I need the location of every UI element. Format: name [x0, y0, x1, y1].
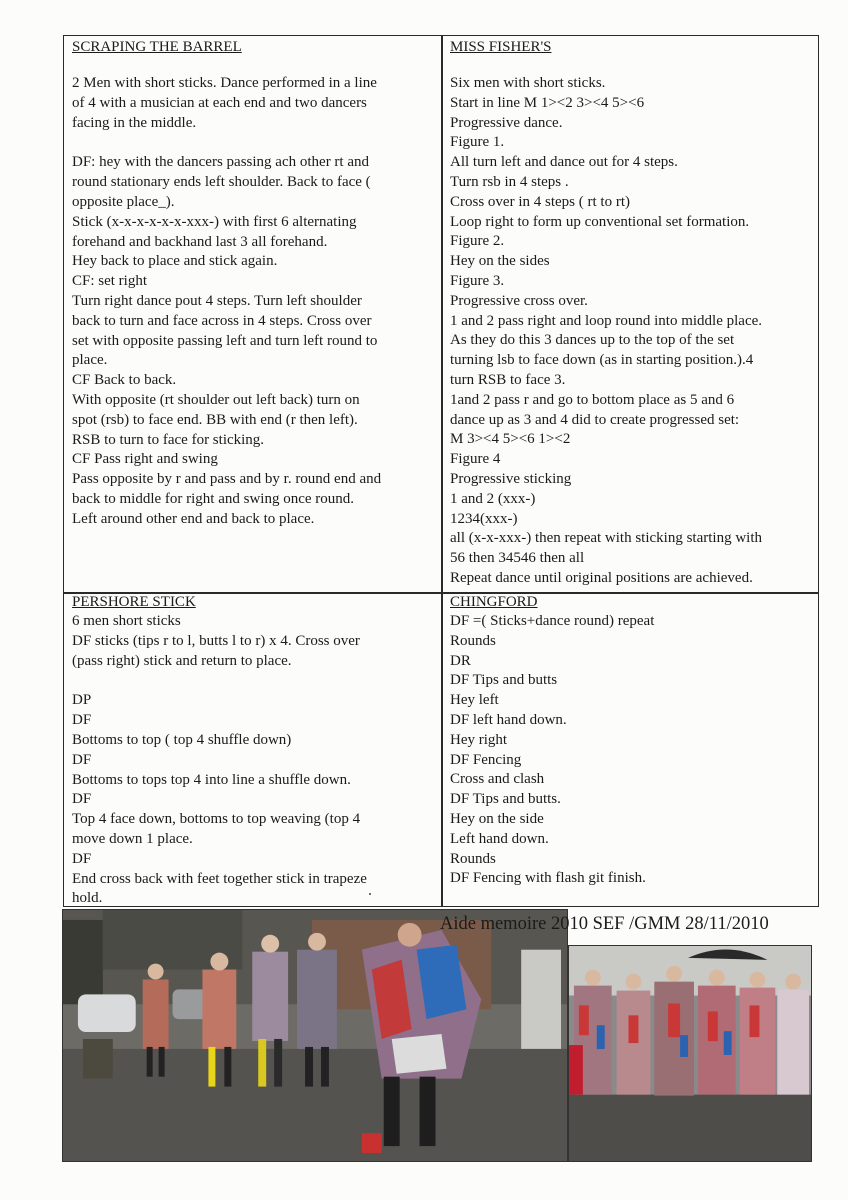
text-line: of 4 with a musician at each end and two dancers: [72, 94, 367, 111]
text-line: opposite place_).: [72, 193, 175, 210]
text-line: DF: hey with the dancers passing ach other rt and: [72, 154, 370, 171]
photo-dancers-group-image: [569, 946, 811, 1161]
text-line: Hey on the sides: [450, 253, 550, 270]
text-line: Stick (x-x-x-x-x-x-xxx-) with first 6 alternating: [72, 213, 357, 230]
text-line: Bottoms to top ( top 4 shuffle down): [72, 731, 292, 748]
text-line: DF: [72, 791, 92, 808]
text-line: Pass opposite by r and pass and by r. round end and: [72, 471, 382, 488]
text-line: Progressive dance.: [450, 114, 563, 131]
text-line: RSB to turn to face for sticking.: [72, 431, 265, 448]
text-line: Hey on the side: [450, 810, 544, 827]
text-line: back to turn and face across in 4 steps. Cross over: [72, 312, 372, 329]
text-line: Cross and clash: [450, 771, 545, 788]
text-line: 56 then 34546 then all: [450, 550, 585, 567]
text-line: DR: [450, 652, 471, 669]
text-line: set with opposite passing left and turn left round to: [72, 332, 378, 349]
text-line: 1and 2 pass r and go to bottom place as 5 and 6: [450, 391, 735, 408]
text-line: move down 1 place.: [72, 830, 193, 847]
text-line: turn RSB to face 3.: [450, 371, 566, 388]
text-line: Hey back to place and stick again.: [72, 253, 278, 270]
photo-dancers-yard: [62, 909, 568, 1162]
text-line: Six men with short sticks.: [450, 75, 606, 91]
text-line: Left around other end and back to place.: [72, 510, 315, 527]
text-line: 1 and 2 (xxx-): [450, 490, 536, 507]
text-line: DF Tips and butts: [450, 672, 558, 689]
text-line: hold.: [72, 890, 103, 906]
dance-notes-table: [63, 35, 819, 907]
text-line: DF: [72, 712, 92, 729]
text-line: back to middle for right and swing once round.: [72, 490, 355, 507]
photo-dancers-group: [568, 945, 812, 1162]
caption-aide-memoire: Aide memoire 2010 SEF /GMM 28/11/2010: [440, 914, 769, 934]
section-title-chingford: CHINGFORD: [450, 594, 538, 610]
text-line: forehand and backhand last 3 all forehand.: [72, 233, 328, 250]
cell-pershore-stick: [72, 592, 436, 906]
text-line: Rounds: [450, 632, 496, 649]
text-line: 1 and 2 pass right and loop round into middle place.: [450, 312, 763, 329]
text-line: DF: [72, 751, 92, 768]
text-line: M 3><4 5><6 1><2: [450, 431, 571, 448]
text-line: Cross over in 4 steps ( rt to rt): [450, 193, 630, 210]
text-line: Figure 2.: [450, 233, 505, 250]
text-line: DF Fencing with flash git finish.: [450, 870, 646, 887]
text-line: (pass right) stick and return to place.: [72, 652, 292, 669]
text-line: all (x-x-xxx-) then repeat with sticking starting with: [450, 530, 763, 547]
text-line: Turn rsb in 4 steps .: [450, 173, 569, 190]
cell-chingford: [450, 592, 816, 906]
section-title-pershore: PERSHORE STICK: [72, 594, 196, 610]
scraping-intro: [72, 74, 436, 133]
text-line: 2 Men with short sticks. Dance performed in a line: [72, 75, 377, 91]
text-line: Loop right to form up conventional set formation.: [450, 213, 750, 230]
text-line: Turn right dance pout 4 steps. Turn left shoulder: [72, 292, 362, 309]
text-line: DF sticks (tips r to l, butts l to r) x 4. Cross over: [72, 632, 360, 649]
blank-line: [72, 671, 436, 691]
text-line: Rounds: [450, 850, 496, 867]
section-title-scraping: SCRAPING THE BARREL: [72, 39, 242, 55]
text-line: Hey left: [450, 692, 499, 709]
text-line: End cross back with feet together stick in trapeze: [72, 870, 367, 887]
text-line: 6 men short sticks: [72, 613, 181, 629]
text-line: DF Tips and butts.: [450, 791, 561, 808]
text-line: DF: [72, 850, 92, 867]
text-line: Progressive cross over.: [450, 292, 588, 309]
text-line: turning lsb to face down (as in starting position.).4: [450, 352, 754, 369]
text-line: dance up as 3 and 4 did to create progressed set:: [450, 411, 740, 428]
section-title-miss-fishers: MISS FISHER'S: [450, 39, 552, 55]
text-line: With opposite (rt shoulder out left back) turn on: [72, 391, 360, 408]
text-line: round stationary ends left shoulder. Back to face (: [72, 174, 371, 191]
text-line: Top 4 face down, bottoms to top weaving (top 4: [72, 811, 361, 828]
photo-dancers-yard-image: [63, 910, 567, 1161]
text-line: spot (rsb) to face end. BB with end (r then left).: [72, 411, 358, 428]
text-line: Figure 3.: [450, 272, 505, 289]
text-line: Figure 1.: [450, 134, 505, 151]
text-line: DF =( Sticks+dance round) repeat: [450, 613, 655, 629]
text-line: Hey right: [450, 731, 508, 748]
text-line: As they do this 3 dances up to the top of the set: [450, 332, 735, 349]
text-line: DF Fencing: [450, 751, 522, 768]
text-line: Start in line M 1><2 3><4 5><6: [450, 94, 645, 111]
text-line: Left hand down.: [450, 830, 549, 847]
text-line: Figure 4: [450, 451, 501, 468]
text-line: CF Pass right and swing: [72, 451, 218, 468]
text-line: DP: [72, 692, 92, 709]
cell-scraping-the-barrel: [72, 37, 436, 589]
scraping-steps: [72, 153, 436, 529]
stray-mark: [369, 893, 371, 895]
text-line: CF: set right: [72, 273, 148, 290]
text-line: place.: [72, 352, 108, 369]
text-line: CF Back to back.: [72, 372, 177, 389]
column-divider: [441, 36, 443, 906]
text-line: Progressive sticking: [450, 470, 572, 487]
cell-miss-fishers: [450, 37, 816, 589]
text-line: All turn left and dance out for 4 steps.: [450, 154, 678, 171]
text-line: Bottoms to tops top 4 into line a shuffle down.: [72, 771, 351, 788]
text-line: facing in the middle.: [72, 114, 197, 131]
text-line: DF left hand down.: [450, 711, 567, 728]
text-line: 1234(xxx-): [450, 510, 518, 527]
miss-fishers-steps: [450, 74, 816, 589]
text-line: Repeat dance until original positions are achieved.: [450, 569, 753, 586]
